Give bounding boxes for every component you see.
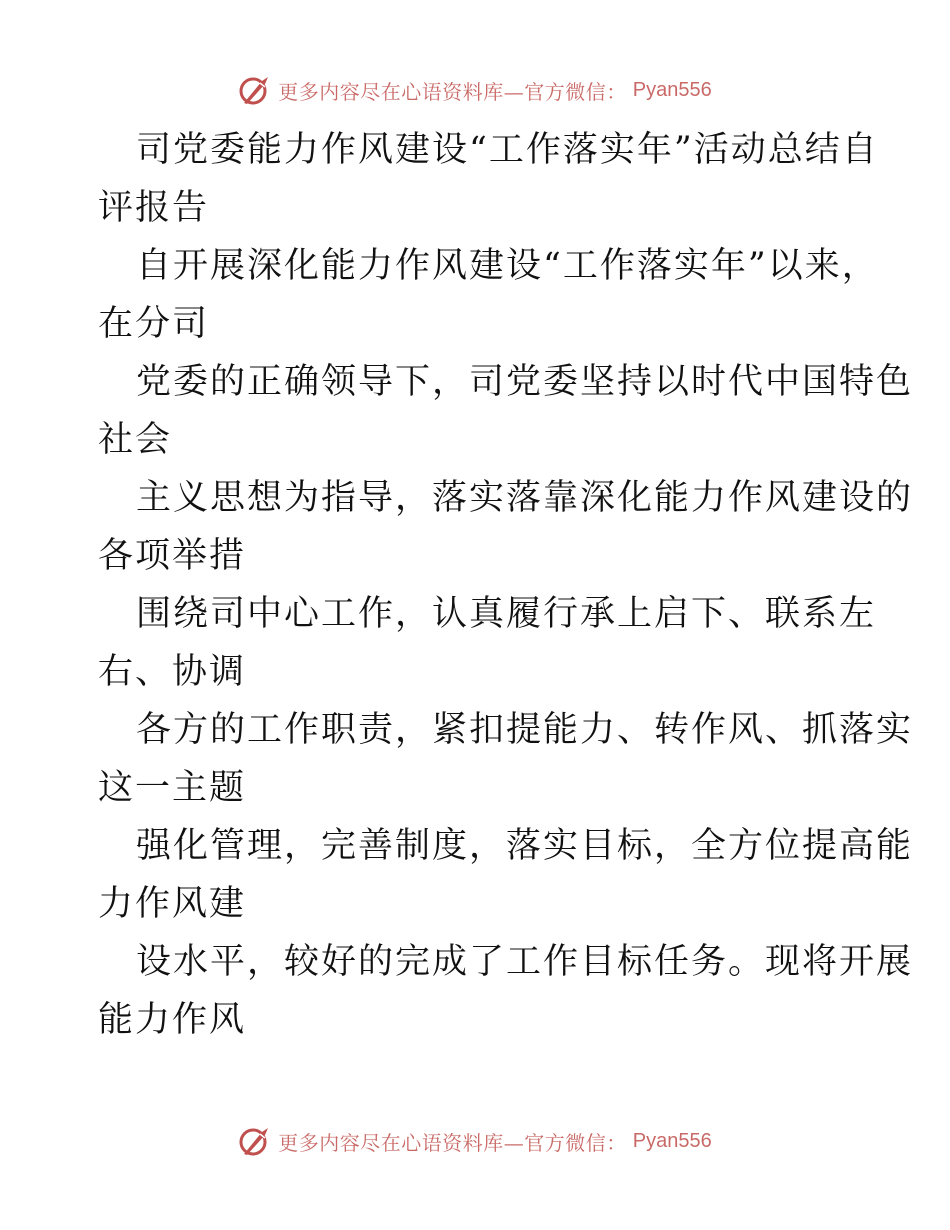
text-line: 自开展深化能力作风建设“工作落实年”以来， <box>136 246 879 286</box>
text-line: 设水平，较好的完成了工作目标任务。现将开展 <box>136 942 914 982</box>
watermark-footer <box>0 1121 950 1161</box>
watermark-handle: Pyan556 <box>632 78 712 101</box>
watermark-text: 更多内容尽在心语资料库—官方微信： <box>278 79 627 104</box>
text-line: 力作风建 <box>98 884 247 924</box>
text-line: 这一主题 <box>98 768 247 808</box>
text-line: 围绕司中心工作，认真履行承上启下、联系左 <box>136 594 877 634</box>
text-line: 在分司 <box>98 304 210 344</box>
text-line: 各项举措 <box>98 536 247 576</box>
text-line: 各方的工作职责，紧扣提能力、转作风、抓落实 <box>136 710 914 750</box>
text-line: 强化管理，完善制度，落实目标，全方位提高能 <box>136 826 914 866</box>
pen-logo-icon <box>238 73 272 107</box>
pen-logo-icon <box>238 1124 272 1158</box>
watermark-text: 更多内容尽在心语资料库—官方微信： <box>278 1130 627 1155</box>
text-line: 社会 <box>98 420 173 460</box>
text-line: 主义思想为指导，落实落靠深化能力作风建设的 <box>136 478 914 518</box>
watermark-handle: Pyan556 <box>632 1129 712 1152</box>
watermark-header <box>0 70 950 110</box>
text-line: 右、协调 <box>98 652 247 692</box>
text-line: 司党委能力作风建设“工作落实年”活动总结自 <box>136 130 879 170</box>
text-line: 党委的正确领导下，司党委坚持以时代中国特色 <box>136 362 914 402</box>
document-body <box>98 121 914 1049</box>
text-line: 能力作风 <box>98 1000 247 1040</box>
text-line: 评报告 <box>98 188 210 228</box>
